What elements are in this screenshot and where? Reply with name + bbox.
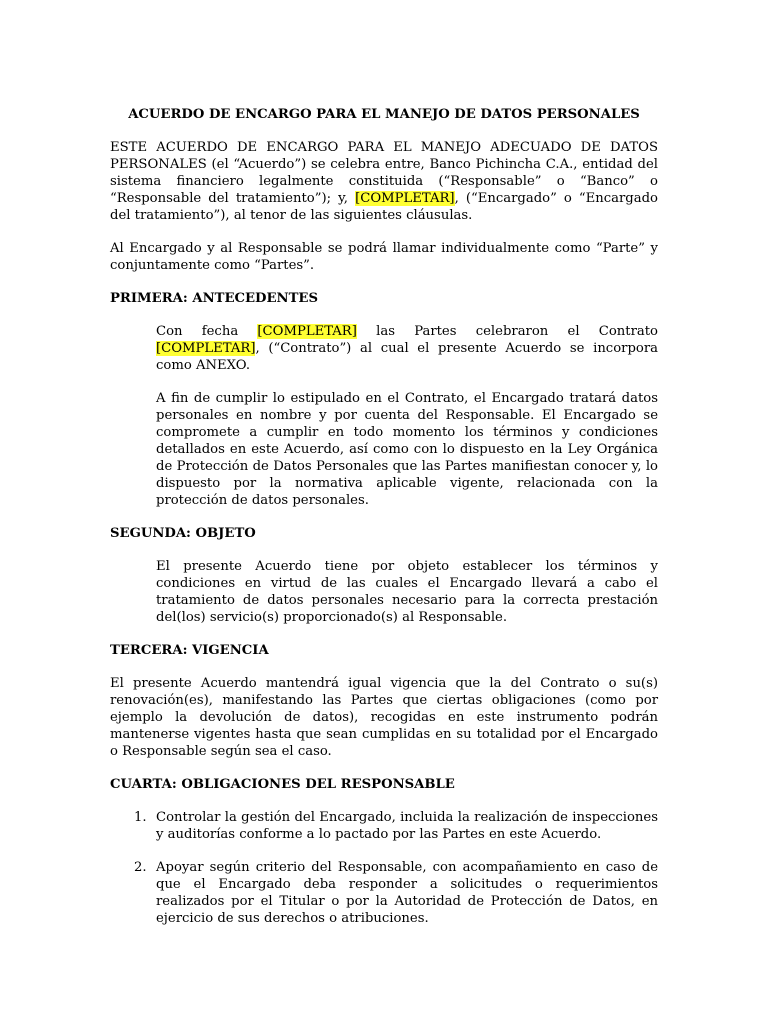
list-item-text: Controlar la gestión del Encargado, incluida la realización de inspecciones y auditorías conforme a lo pactado por las Partes en este Acuerdo. <box>156 810 658 842</box>
intro-paragraph <box>110 139 658 224</box>
objeto-paragraph: El presente Acuerdo tiene por objeto establecer los términos y condiciones en virtud de las cuales el Encargado llevará a cabo el tratamiento de datos personales necesario para la correcta prestación del(los) servicio(s) proporcionado(s) al Responsable. <box>156 559 658 625</box>
completar-placeholder: [COMPLETAR] <box>257 324 357 339</box>
vigencia-paragraph: El presente Acuerdo mantendrá igual vigencia que la del Contrato o su(s) renovación(es), manifestando las Partes que ciertas obligaciones (como por ejemplo la devolución de datos), recogidas en este instrumento podrán mantenerse vigentes hasta que sean cumplidas en su totalidad por el Encargado o Responsable según sea el caso. <box>110 676 658 759</box>
antecedentes-text-2: las Partes celebraron el Contrato <box>356 324 658 339</box>
intro-text-1: ESTE ACUERDO DE ENCARGO PARA EL MANEJO ADECUADO DE DATOS PERSONALES (el “Acuerdo”) se celebra entre, Banco Pichincha C.A., entidad del sistema financiero legalmente constituida (“Responsable” o “Banco” o “Responsable del tratamiento”); y, <box>110 140 658 206</box>
intro-text-2: , (“Encargado” o “Encargado del tratamiento”), al tenor de las siguientes cláusulas. <box>110 191 658 223</box>
list-item-number: 2. <box>134 860 147 875</box>
section-heading-obligaciones: CUARTA: OBLIGACIONES DEL RESPONSABLE <box>110 777 455 792</box>
section-heading-vigencia: TERCERA: VIGENCIA <box>110 643 269 658</box>
antecedentes-text-3: , (“Contrato”) al cual el presente Acuerdo se incorpora como ANEXO. <box>156 341 658 373</box>
antecedentes-paragraph-1 <box>156 323 658 374</box>
list-item <box>110 859 658 927</box>
list-item-text: Apoyar según criterio del Responsable, con acompañamiento en caso de que el Encargado deba responder a solicitudes o requerimientos realizados por el Titular o por la Autoridad de Protección de Datos, en ejercicio de sus derechos o atribuciones. <box>156 860 658 926</box>
document-title: ACUERDO DE ENCARGO PARA EL MANEJO DE DATOS PERSONALES <box>128 107 640 122</box>
list-item <box>110 809 658 843</box>
section-heading-objeto: SEGUNDA: OBJETO <box>110 526 256 541</box>
completar-placeholder: [COMPLETAR] <box>156 341 256 356</box>
section-heading-antecedentes: PRIMERA: ANTECEDENTES <box>110 291 318 306</box>
document-page <box>110 100 658 943</box>
obligations-list <box>110 809 658 927</box>
list-item-number: 1. <box>134 810 147 825</box>
completar-placeholder: [COMPLETAR] <box>355 191 455 206</box>
parties-paragraph: Al Encargado y al Responsable se podrá llamar individualmente como “Parte” y conjuntamente como “Partes”. <box>110 241 658 273</box>
antecedentes-paragraph-2: A fin de cumplir lo estipulado en el Contrato, el Encargado tratará datos personales en nombre y por cuenta del Responsable. El Encargado se compromete a cumplir en todo momento los términos y condiciones detallados en este Acuerdo, así como con lo dispuesto en la Ley Orgánica de Protección de Datos Personales que las Partes manifiestan conocer y, lo dispuesto por la normativa aplicable vigente, relacionada con la protección de datos personales. <box>156 391 658 508</box>
antecedentes-text-1: Con fecha <box>156 324 258 339</box>
